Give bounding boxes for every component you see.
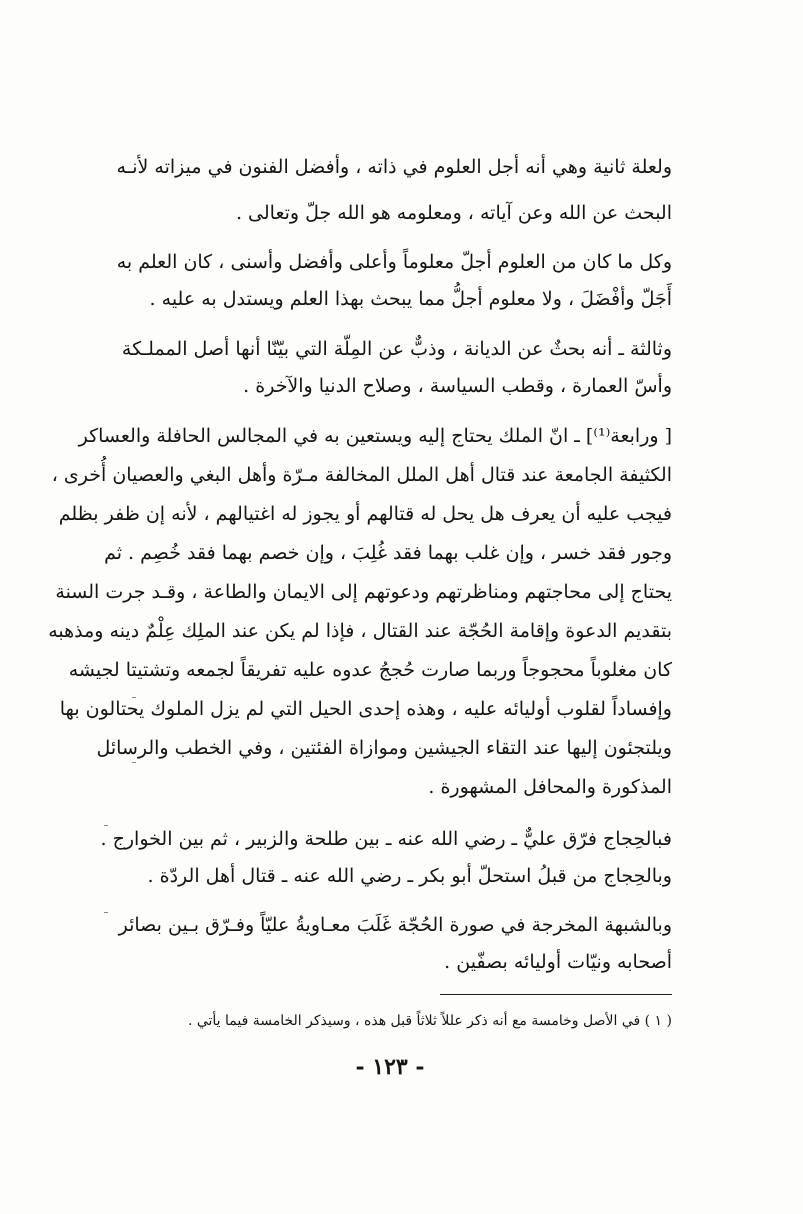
text-line: المذكورة والمحافل المشهورة . (428, 776, 672, 798)
margin-mark (132, 697, 136, 698)
margin-mark (132, 762, 136, 763)
text-line: [ ورابعة⁽¹⁾] ـ انّ الملك يحتاج إليه ويستعين به في المجالس الحافلة والعساكر (78, 425, 672, 447)
margin-mark (104, 912, 108, 913)
page-number: - ١٢٣ - (355, 1054, 425, 1080)
text-line: ولعلة ثانية وهي أنه أجل العلوم في ذاته ، وأفضل الفنون في ميزاته لأنـه (116, 156, 672, 178)
margin-mark (104, 825, 108, 826)
text-line: فبالحِجاج فرّق عليٌّ ـ رضي الله عنه ـ بين طلحة والزبير ، ثم بين الخوارج . (100, 828, 672, 850)
text-line: فيجب عليه أن يعرف هل يحل له قتالهم أو يجوز له اغتيالهم ، لأنه إن ظفر بظلم (58, 503, 672, 525)
text-line: وبالحِجاج من قبلُ استحلّ أبو بكر ـ رضي الله عنه ـ قتال أهل الردّة . (147, 865, 672, 887)
text-line: وثالثة ـ أنه بحثٌ عن الديانة ، وذبٌّ عن المِلّة التي بيّنّا أنها أصل المملـكة (121, 338, 672, 360)
footnote-separator (440, 994, 672, 995)
text-line: ويلتجئون إليها عند التقاء الجيشين وموازاة الفئتين ، وفي الخطب والرسائل (96, 737, 672, 759)
text-line: أَجَلّ وأفْضَلَ ، ولا معلوم أجلُّ مما يبحث بهذا العلم ويستدل به عليه . (149, 288, 672, 310)
text-line: أصحابه ونيّات أوليائه بصفّين . (444, 951, 672, 973)
text-line: وبالشبهة المخرجة في صورة الحُجّة غَلَبَ معـاويةُ عليّاً وفـرّق بـين بصائر (118, 914, 672, 936)
text-line: وكل ما كان من العلوم أجلّ معلوماً وأعلى وأفضل وأسنى ، كان العلم به (116, 251, 672, 273)
text-line: كان مغلوباً محجوجاً وربما صارت حُججُ عدوه عليه تفريقاً لجمعه وتشتيتا لجيشه (68, 659, 672, 681)
text-line: الكثيفة الجامعة عند قتال أهل الملل المخالفة مـرّة وأهل البغي والعصيان أُخرى ، (51, 464, 672, 486)
text-line: بتقديم الدعوة وإقامة الحُجّة عند القتال ، فإذا لم يكن عند الملِك عِلْمٌ دينه ومذهبه (48, 620, 672, 642)
footnote: ( ١ ) في الأصل وخامسة مع أنه ذكر عللاً ثلاثاً قبل هذه ، وسيذكر الخامسة فيما يأتي . (187, 1013, 672, 1029)
text-line: يحتاج إلى محاجتهم ومناظرتهم ودعوتهم إلى الايمان والطاعة ، وقـد جرت السنة (55, 581, 672, 603)
text-line: وجور فقد خسر ، وإن غلب بهما فقد غُلِبَ ، وإن خصم بهما فقد خُصِم . ثم (104, 542, 672, 564)
text-line: البحث عن الله وعن آياته ، ومعلومه هو الله جلّ وتعالى . (235, 202, 672, 224)
text-line: وأسّ العمارة ، وقطب السياسة ، وصلاح الدنيا والآخرة . (243, 375, 672, 397)
text-line: وإفساداً لقلوب أوليائه عليه ، وهذه إحدى الحيل التي لم يزل الملوك يحتالون بها (59, 698, 672, 720)
